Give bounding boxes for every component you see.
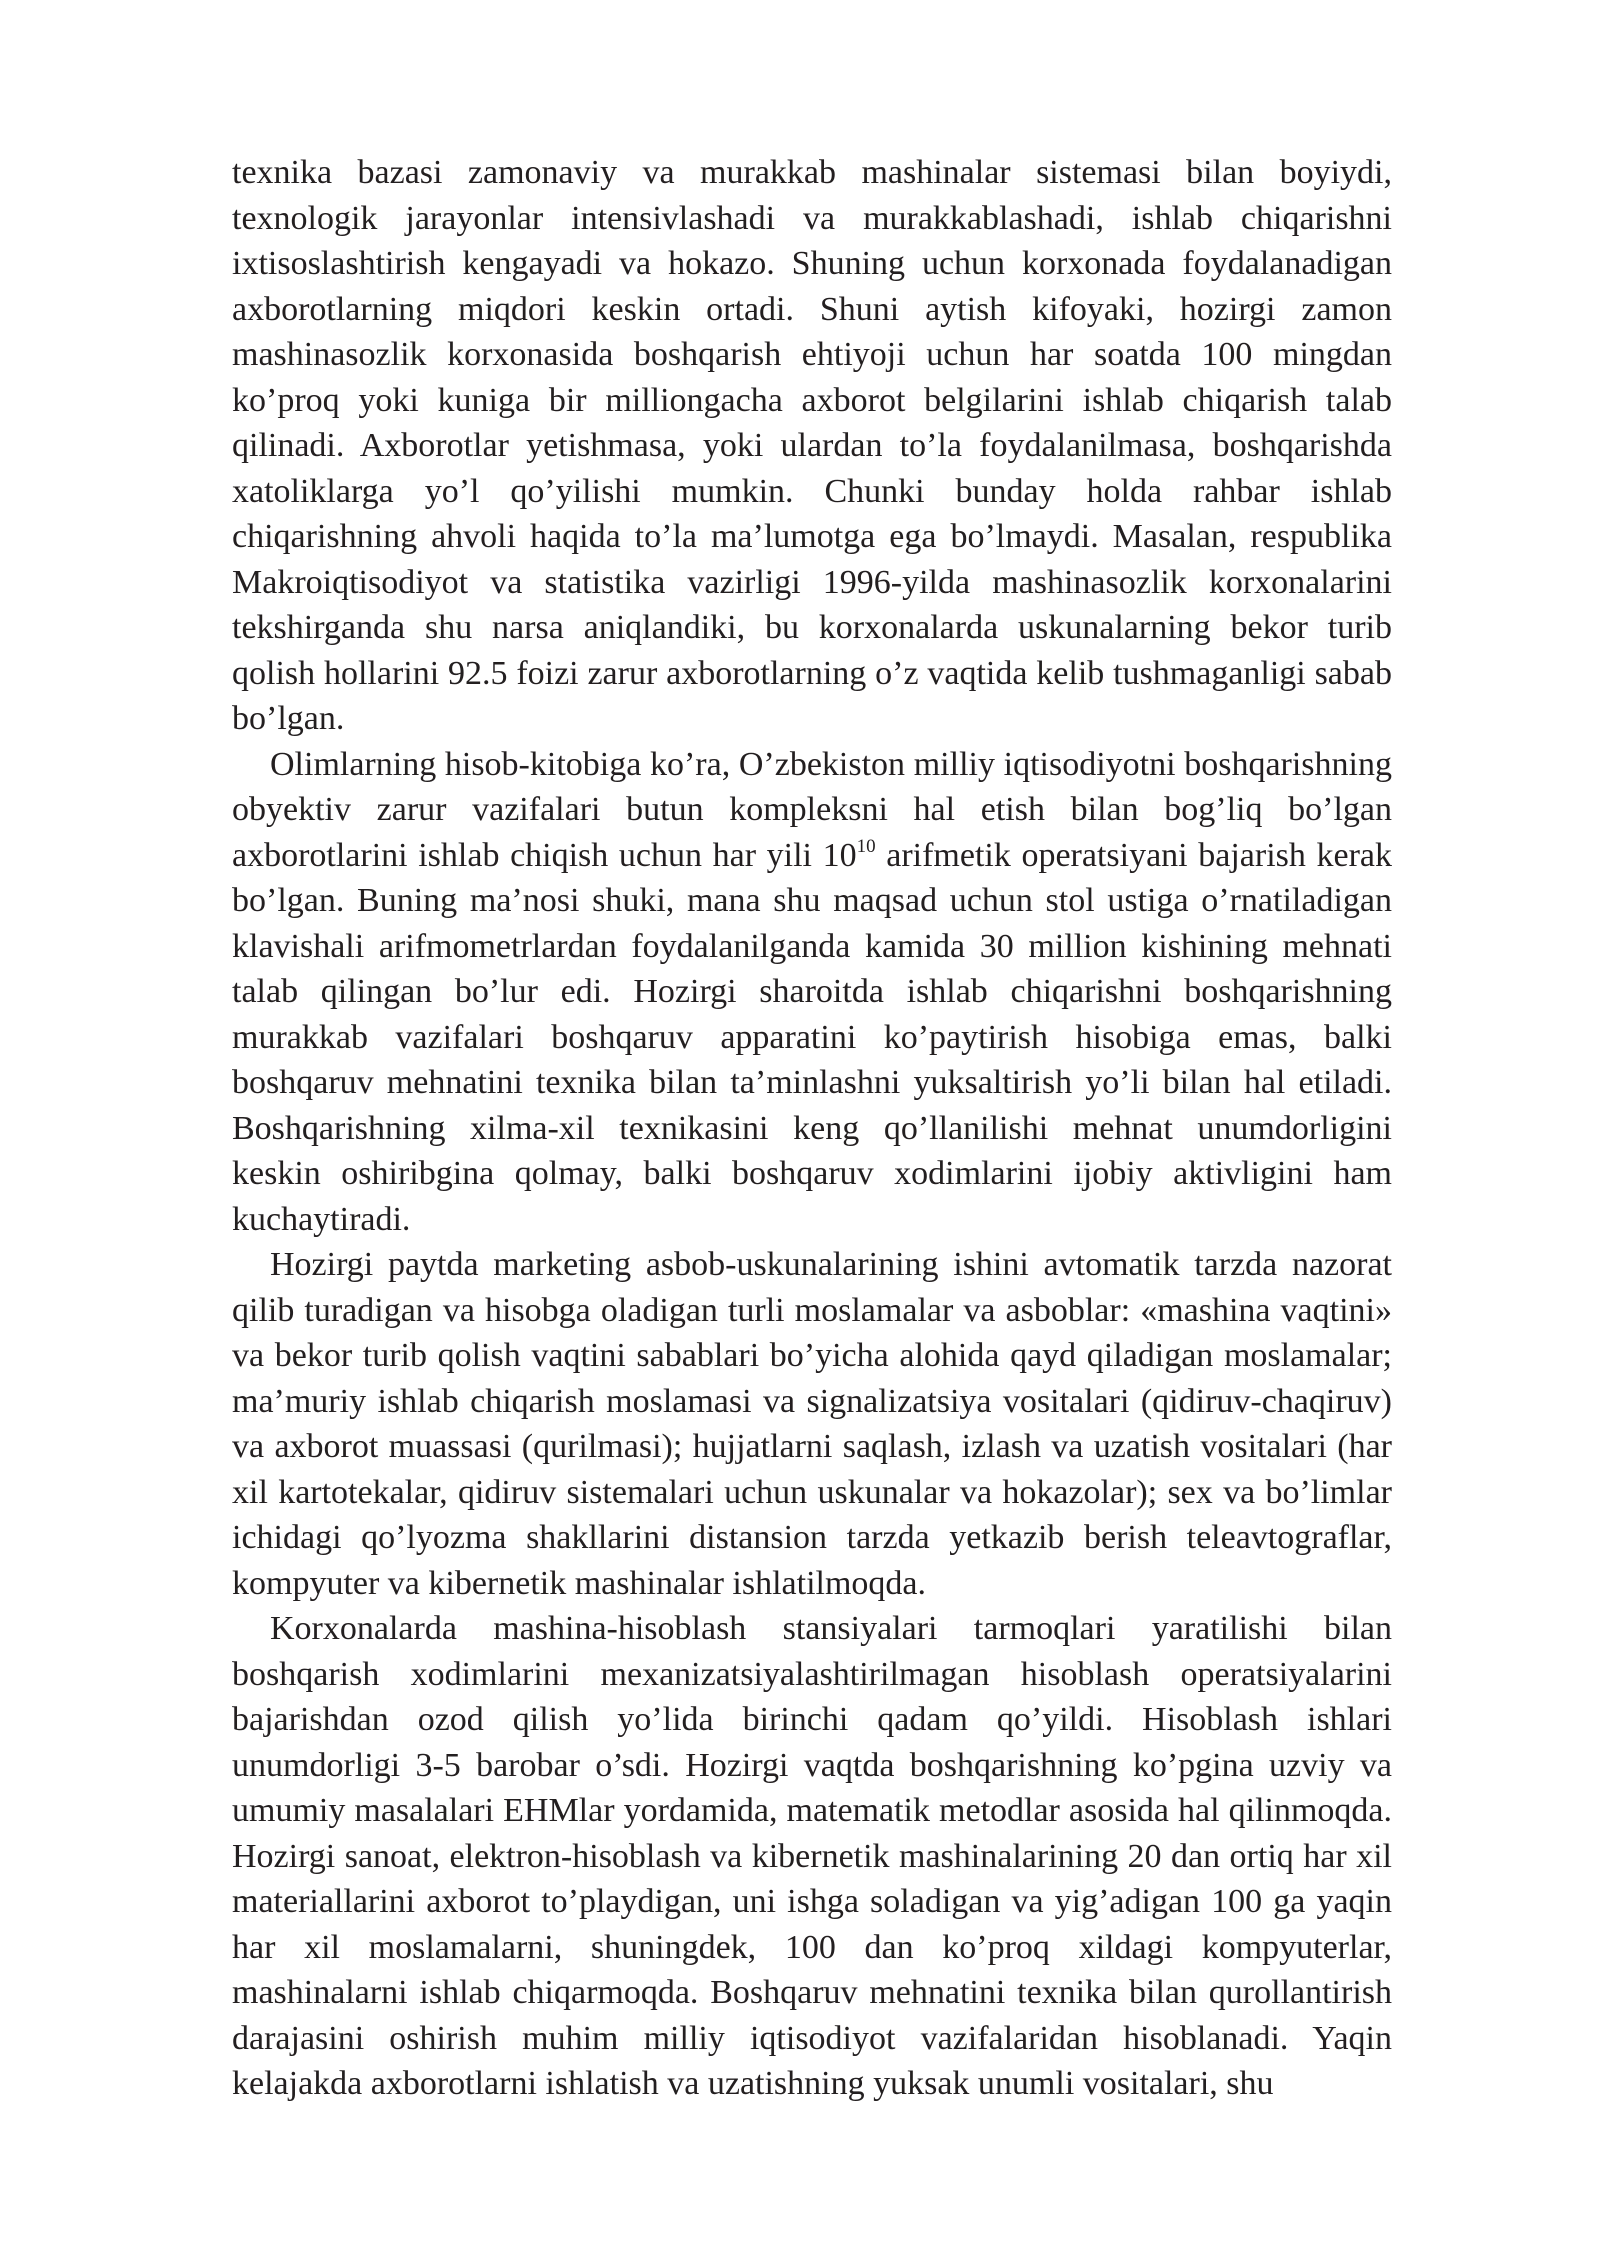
paragraph-4: Korxonalarda mashina-hisoblash stansiyalari tarmoqlari yaratilishi bilan boshqarish xodimlarini mexanizatsiyalashtirilmagan hisoblash operatsiyalarini bajarishdan ozod qilish yo’lida birinchi qadam qo’yildi. Hisoblash ishlari unumdorligi 3-5 barobar o’sdi. Hozirgi vaqtda boshqarishning ko’pgina uzviy va umumiy masalalari EHMlar yordamida, matematik metodlar asosida hal qilinmoqda. Hozirgi sanoat, elektron-hisoblash va kibernetik mashinalarining 20 dan ortiq har xil materiallarini axborot to’playdigan, uni ishga soladigan va yig’adigan 100 ga yaqin har xil moslamalarni, shuningdek, 100 dan ko’proq xildagi kompyuterlar, mashinalarni ishlab chiqarmoqda. Boshqaruv mehnatini texnika bilan qurollantirish darajasini oshirish muhim milliy iqtisodiyot vazifalaridan hisoblanadi. Yaqin kelajakda axborotlarni ishlatish va uzatishning yuksak unumli vositalari, shu xyxy=(232,1610,1392,2102)
paragraph-2 xyxy=(232,742,1392,1243)
paragraph-3: Hozirgi paytda marketing asbob-uskunalarining ishini avtomatik tarzda nazorat qilib turadigan va hisobga oladigan turli moslamalar va asboblar: «mashina vaqtini» va bekor turib qolish vaqtini sabablari bo’yicha alohida qayd qiladigan moslamalar; ma’muriy ishlab chiqarish moslamasi va signalizatsiya vositalari (qidiruv-chaqiruv) va axborot muassasi (qurilmasi); hujjatlarni saqlash, izlash va uzatish vositalari (har xil kartotekalar, qidiruv sistemalari uchun uskunalar va hokazolar); sex va bo’limlar ichidagi qo’lyozma shakllarini distansion tarzda yetkazib berish teleavtograflar, kompyuter va kibernetik mashinalar ishlatilmoqda. xyxy=(232,1246,1392,1602)
superscript-exponent: 10 xyxy=(856,835,876,857)
document-page xyxy=(232,150,1392,2107)
paragraph-2-text-before: Olimlarning hisob-kitobiga ko’ra, O’zbekiston milliy iqtisodiyotni boshqarishning obyektiv zarur vazifalari butun kompleksni hal etish bilan bog’liq bo’lgan axborotlarini ishlab chiqish uchun har yili 10 xyxy=(232,745,1392,874)
paragraph-2-text-after: arifmetik operatsiyani bajarish kerak bo’lgan. Buning ma’nosi shuki, mana shu maqsad uchun stol ustiga o’rnatiladigan klavishali arifmometrlardan foydalanilganda kamida 30 million kishining mehnati talab qilingan bo’lur edi. Hozirgi sharoitda ishlab chiqarishni boshqarishning murakkab vazifalari boshqaruv apparatini ko’paytirish hisobiga emas, balki boshqaruv mehnatini texnika bilan ta’minlashni yuksaltirish yo’li bilan hal etiladi. Boshqarishning xilma-xil texnikasini keng qo’llanilishi mehnat unumdorligini keskin oshiribgina qolmay, balki boshqaruv xodimlarini ijobiy aktivligini ham kuchaytiradi. xyxy=(232,836,1392,1238)
paragraph-1: texnika bazasi zamonaviy va murakkab mashinalar sistemasi bilan boyiydi, texnologik jarayonlar intensivlashadi va murakkablashadi, ishlab chiqarishni ixtisoslashtirish kengayadi va hokazo. Shuning uchun korxonada foydalanadigan axborotlarning miqdori keskin ortadi. Shuni aytish kifoyaki, hozirgi zamon mashinasozlik korxonasida boshqarish ehtiyoji uchun har soatda 100 mingdan ko’proq yoki kuniga bir milliongacha axborot belgilarini ishlab chiqarish talab qilinadi. Axborotlar yetishmasa, yoki ulardan to’la foydalanilmasa, boshqarishda xatoliklarga yo’l qo’yilishi mumkin. Chunki bunday holda rahbar ishlab chiqarishning ahvoli haqida to’la ma’lumotga ega bo’lmaydi. Masalan, respublika Makroiqtisodiyot va statistika vazirligi 1996-yilda mashinasozlik korxonalarini tekshirganda shu narsa aniqlandiki, bu korxonalarda uskunalarning bekor turib qolish hollarini 92.5 foizi zarur axborotlarning o’z vaqtida kelib tushmaganligi sabab bo’lgan. xyxy=(232,154,1392,737)
